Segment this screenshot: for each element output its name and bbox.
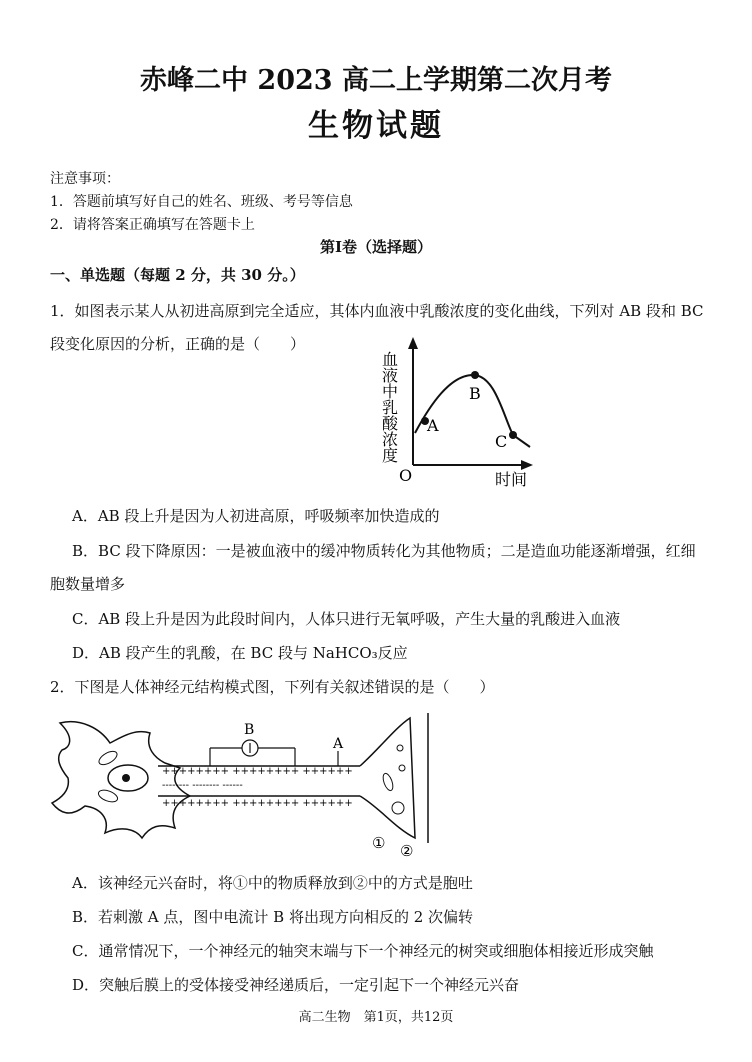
page-footer: 高二生物 第1页，共12页 (298, 1010, 454, 1025)
label-1: ① (372, 834, 386, 852)
x-axis-label: 时间 (495, 470, 528, 489)
section-title: 第Ⅰ卷（选择题） (319, 238, 433, 256)
exam-subtitle: 生物试题 (308, 108, 444, 144)
option-c: C．通常情况下，一个神经元的轴突末端与下一个神经元的树突或细胞体相接近形成突触 (72, 942, 654, 960)
origin-label: O (399, 466, 413, 485)
membrane-charge-outer: ++++++++ ++++++++ ++++++ (162, 766, 353, 777)
option-a: A．该神经元兴奋时，将①中的物质释放到②中的方式是胞吐 (72, 874, 473, 892)
option-b: B．BC 段下降原因：一是被血液中的缓冲物质转化为其他物质；二是造血功能逐渐增强，红细 (72, 542, 696, 560)
y-axis-arrow (408, 337, 418, 349)
vesicle (397, 745, 403, 751)
galvanometer-label: B (244, 722, 255, 738)
x-axis-arrow (521, 460, 533, 470)
point-b (471, 371, 479, 379)
nucleolus (122, 774, 130, 782)
synaptic-vesicle-1 (392, 802, 404, 814)
option-d: D．突触后膜上的受体接受神经递质后，一定引起下一个神经元兴奋 (72, 976, 520, 994)
part-heading: 一、单选题（每题 2 分，共 30 分。） (50, 266, 305, 284)
axon-terminal (360, 718, 415, 838)
label-b: B (469, 384, 481, 403)
mitochondrion (97, 788, 119, 804)
notes-item: 1．答题前填写好自己的姓名、班级、考号等信息 (50, 194, 353, 210)
mitochondrion (97, 749, 119, 768)
y-axis-label: 血液中乳酸浓度 (379, 351, 399, 463)
neuron-structure-figure (50, 708, 440, 858)
option-a: A．AB 段上升是因为人初进高原，呼吸频率加快造成的 (72, 507, 440, 525)
notes-item: 2．请将答案正确填写在答题卡上 (50, 217, 255, 233)
question-2-stem: 2．下图是人体神经元结构模式图，下列有关叙述错误的是（ ） (50, 678, 495, 696)
vesicle (399, 765, 405, 771)
label-a: A (427, 416, 439, 435)
membrane-charge-inner-2: ++++++++ ++++++++ ++++++ (162, 798, 353, 809)
option-b: B．若刺激 A 点，图中电流计 B 将出现方向相反的 2 次偏转 (72, 908, 474, 926)
label-2: ② (400, 842, 414, 860)
membrane-charge-inner: -------- -------- ------ (162, 780, 243, 791)
mitochondrion (381, 772, 395, 792)
label-c: C (495, 432, 508, 451)
point-c (509, 431, 517, 439)
question-1-stem-cont: 段变化原因的分析，正确的是（ ） (50, 335, 306, 353)
option-b-cont: 胞数量增多 (50, 575, 126, 593)
question-1-stem: 1．如图表示某人从初进高原到完全适应，其体内血液中乳酸浓度的变化曲线，下列对 AB 段和 BC (50, 302, 704, 320)
notes-heading: 注意事项： (50, 171, 120, 187)
stimulus-point-label: A (333, 736, 344, 752)
exam-title: 赤峰二中 2023 高二上学期第二次月考 (140, 65, 612, 96)
lactic-acid-curve-figure (379, 335, 535, 495)
option-d: D．AB 段产生的乳酸，在 BC 段与 NaHCO₃反应 (72, 644, 408, 662)
option-c: C．AB 段上升是因为此段时间内，人体只进行无氧呼吸，产生大量的乳酸进入血液 (72, 610, 621, 628)
